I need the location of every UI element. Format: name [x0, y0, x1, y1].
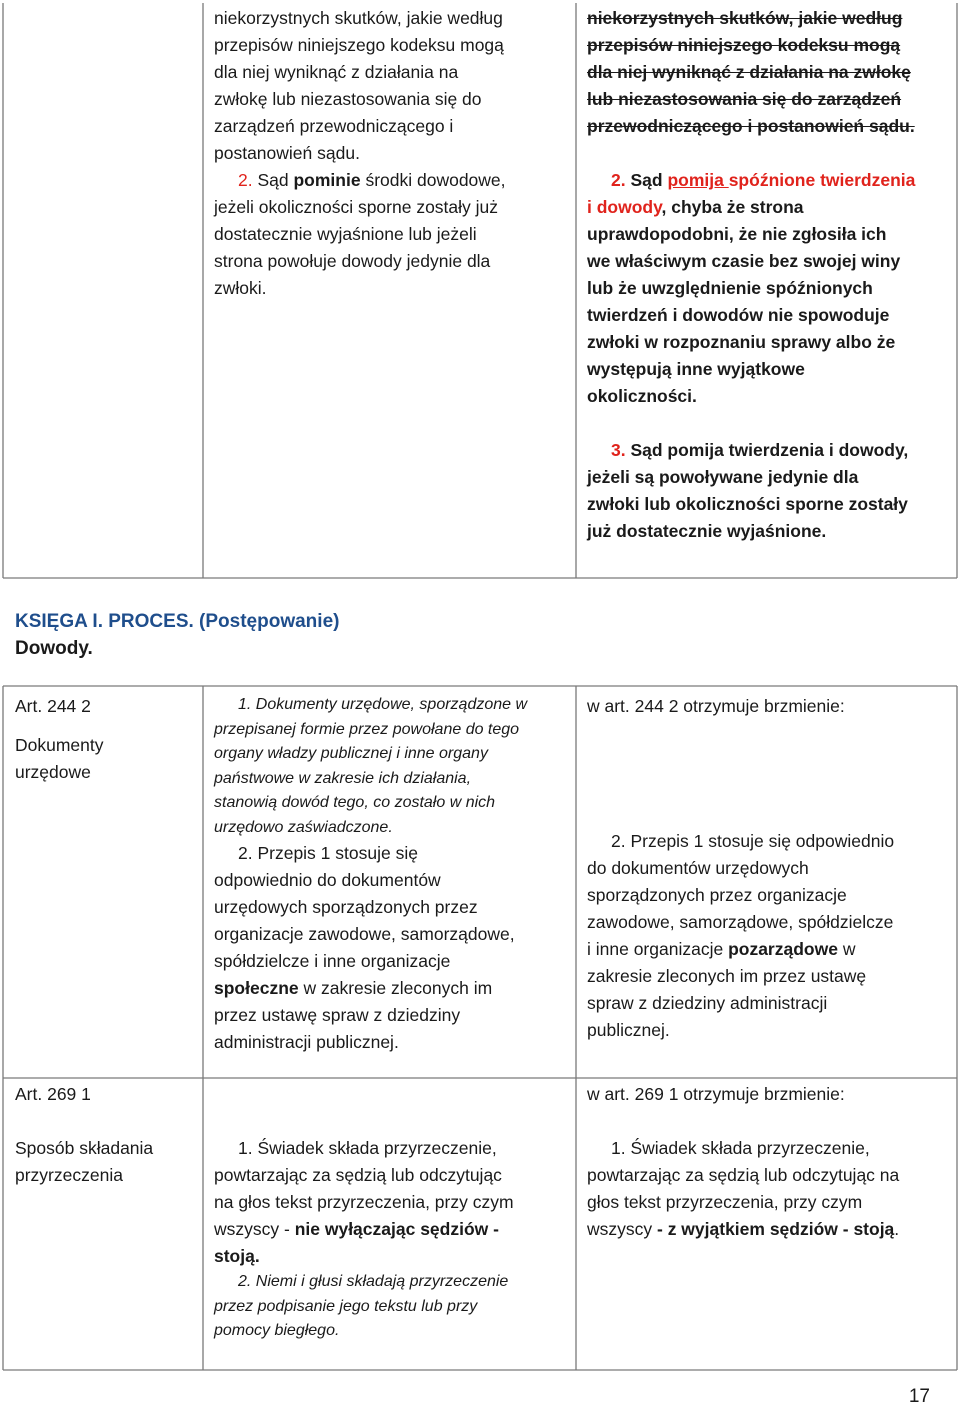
- new-text-line: publicznej.: [587, 1020, 670, 1040]
- old-text-line: urzędowych sporządzonych przez: [214, 897, 478, 917]
- inserted-word: pomija: [667, 170, 729, 190]
- struck-line: dla niej wyniknąć z działania na zwłokę: [587, 62, 911, 82]
- new-text-cell: [587, 5, 952, 545]
- old-text-line: zwłoki.: [214, 278, 267, 298]
- old-text-line: przepisów niniejszego kodeksu mogą: [214, 35, 504, 55]
- old-text-line: powtarzając za sędzią lub odczytując: [214, 1165, 502, 1185]
- italic-line: państwowe w zakresie ich działania,: [214, 769, 472, 787]
- old-text-line: na głos tekst przyrzeczenia, przy czym: [214, 1192, 514, 1212]
- old-text-line: niekorzystnych skutków, jakie według: [214, 8, 503, 28]
- new-text-line: do dokumentów urzędowych: [587, 858, 809, 878]
- old-text-line: przez ustawę spraw z dziedziny: [214, 1005, 461, 1025]
- old-paragraph-2-first-line: 2. Przepis 1 stosuje się: [238, 843, 418, 863]
- paragraph-number: 2.: [238, 170, 253, 190]
- bold-phrase: nie wyłączając sędziów -: [294, 1219, 499, 1239]
- article-name-line: Sposób składania: [15, 1138, 154, 1158]
- old-text-line: strona powołuje dowody jedynie dla: [214, 251, 491, 271]
- article-269-new-cell: [587, 1081, 952, 1243]
- article-269-label-cell: [15, 1081, 195, 1189]
- bold-word: pominie: [293, 170, 361, 190]
- article-number: Art. 244 2: [15, 696, 91, 716]
- italic-line: 1. Dokumenty urzędowe, sporządzone w: [238, 696, 528, 713]
- new-text-line: zwłoki lub okoliczności sporne zostały: [587, 494, 908, 514]
- new-paragraph-2-first-line: 2. Sąd pomija spóźnione twierdzenia: [611, 170, 916, 190]
- new-text-line: spraw z dziedziny administracji: [587, 993, 828, 1013]
- article-name-line: przyrzeczenia: [15, 1165, 123, 1185]
- old-text-line: społeczne w zakresie zleconych im: [214, 978, 493, 998]
- article-244-new-cell: [587, 693, 952, 1044]
- new-text-line: twierdzeń i dowodów nie spowoduje: [587, 305, 890, 325]
- article-269-old-cell: [214, 1135, 572, 1344]
- paragraph-number: 2.: [611, 170, 626, 190]
- old-paragraph-2-first-line: 2. Sąd pominie środki dowodowe,: [238, 170, 506, 190]
- new-text-line: uprawdopodobni, że nie zgłosiła ich: [587, 224, 887, 244]
- old-text-line: zwłokę lub niezastosowania się do: [214, 89, 482, 109]
- inserted-text: i dowody: [587, 197, 662, 217]
- new-text-line: i inne organizacje pozarządowe w: [587, 939, 856, 959]
- new-text-line: występują inne wyjątkowe: [587, 359, 805, 379]
- article-244-old-cell: [214, 693, 572, 1056]
- old-text-line: organizacje zawodowe, samorządowe,: [214, 924, 515, 944]
- article-244-label-cell: [15, 693, 195, 786]
- italic-line: 2. Niemi i głusi składają przyrzeczenie: [238, 1273, 509, 1290]
- old-text-line: administracji publicznej.: [214, 1032, 399, 1052]
- new-text-line: wszyscy - z wyjątkiem sędziów - stoją.: [587, 1219, 900, 1239]
- old-text-line: postanowień sądu.: [214, 143, 360, 163]
- struck-line: przewodniczącego i postanowień sądu.: [587, 116, 915, 136]
- italic-line: urzędowo zaświadczone.: [214, 818, 393, 836]
- inserted-text: spóźnione twierdzenia: [728, 170, 916, 190]
- new-text-line: zawodowe, samorządowe, spółdzielcze: [587, 912, 894, 932]
- old-text-line: spółdzielcze i inne organizacje: [214, 951, 451, 971]
- new-paragraph-3-first-line: 3. Sąd pomija twierdzenia i dowody,: [611, 440, 909, 460]
- old-text-line: wszyscy - nie wyłączając sędziów -: [214, 1219, 499, 1239]
- old-text-line: zarządzeń przewodniczącego i: [214, 116, 454, 136]
- new-text-line: jeżeli są powoływane jedynie dla: [587, 467, 859, 487]
- italic-line: stanowią dowód tego, co zostało w nich: [214, 794, 496, 811]
- old-text-line: odpowiednio do dokumentów: [214, 870, 441, 890]
- article-name-line: urzędowe: [15, 762, 91, 782]
- section-heading: [15, 608, 339, 662]
- old-text-line: dostatecznie wyjaśnione lub jeżeli: [214, 224, 477, 244]
- new-paragraph-2-first-line: 2. Przepis 1 stosuje się odpowiednio: [611, 831, 895, 851]
- bold-word: pozarządowe: [728, 939, 838, 959]
- new-text-line: już dostatecznie wyjaśnione.: [587, 521, 827, 541]
- new-text-line: sporządzonych przez organizacje: [587, 885, 847, 905]
- new-text-line: lub że uwzględnienie spóźnionych: [587, 278, 873, 298]
- italic-line: pomocy biegłego.: [214, 1322, 340, 1339]
- paragraph-number: 3.: [611, 440, 626, 460]
- section-title: KSIĘGA I. PROCES. (Postępowanie): [15, 611, 340, 632]
- amendment-heading: w art. 244 2 otrzymuje brzmienie:: [587, 696, 845, 716]
- old-paragraph-1-first-line: 1. Świadek składa przyrzeczenie,: [238, 1138, 497, 1158]
- article-number: Art. 269 1: [15, 1084, 91, 1104]
- struck-line: przepisów niniejszego kodeksu mogą: [587, 35, 901, 55]
- new-text-line: głos tekst przyrzeczenia, przy czym: [587, 1192, 863, 1212]
- new-text-line: okoliczności.: [587, 386, 697, 406]
- bold-word: społeczne: [214, 978, 299, 998]
- old-text-line: dla niej wyniknąć z działania na: [214, 62, 459, 82]
- old-text-cell: [214, 5, 569, 302]
- old-text-line: jeżeli okoliczności sporne zostały już: [214, 197, 499, 217]
- italic-line: przez podpisanie jego tekstu lub przy: [214, 1297, 478, 1315]
- new-text-line: i dowody, chyba że strona: [587, 197, 804, 217]
- bold-phrase: - z wyjątkiem sędziów - stoją: [657, 1219, 895, 1239]
- section-subtitle: Dowody.: [15, 638, 93, 659]
- amendment-heading: w art. 269 1 otrzymuje brzmienie:: [587, 1084, 845, 1104]
- bold-phrase: stoją.: [214, 1246, 260, 1266]
- article-name-line: Dokumenty: [15, 735, 104, 755]
- new-text-line: zakresie zleconych im przez ustawę: [587, 966, 867, 986]
- struck-line: niekorzystnych skutków, jakie według: [587, 8, 903, 28]
- italic-line: przepisanej formie przez powołane do tego: [214, 720, 520, 738]
- page-number: 17: [908, 1386, 930, 1407]
- italic-line: organy władzy publicznej i inne organy: [214, 745, 488, 762]
- new-text-line: zwłoki w rozpoznaniu sprawy albo że: [587, 332, 896, 352]
- new-text-line: we właściwym czasie bez swojej winy: [587, 251, 901, 271]
- new-text-line: powtarzając za sędzią lub odczytując na: [587, 1165, 900, 1185]
- new-paragraph-1-first-line: 1. Świadek składa przyrzeczenie,: [611, 1138, 870, 1158]
- struck-line: lub niezastosowania się do zarządzeń: [587, 89, 902, 109]
